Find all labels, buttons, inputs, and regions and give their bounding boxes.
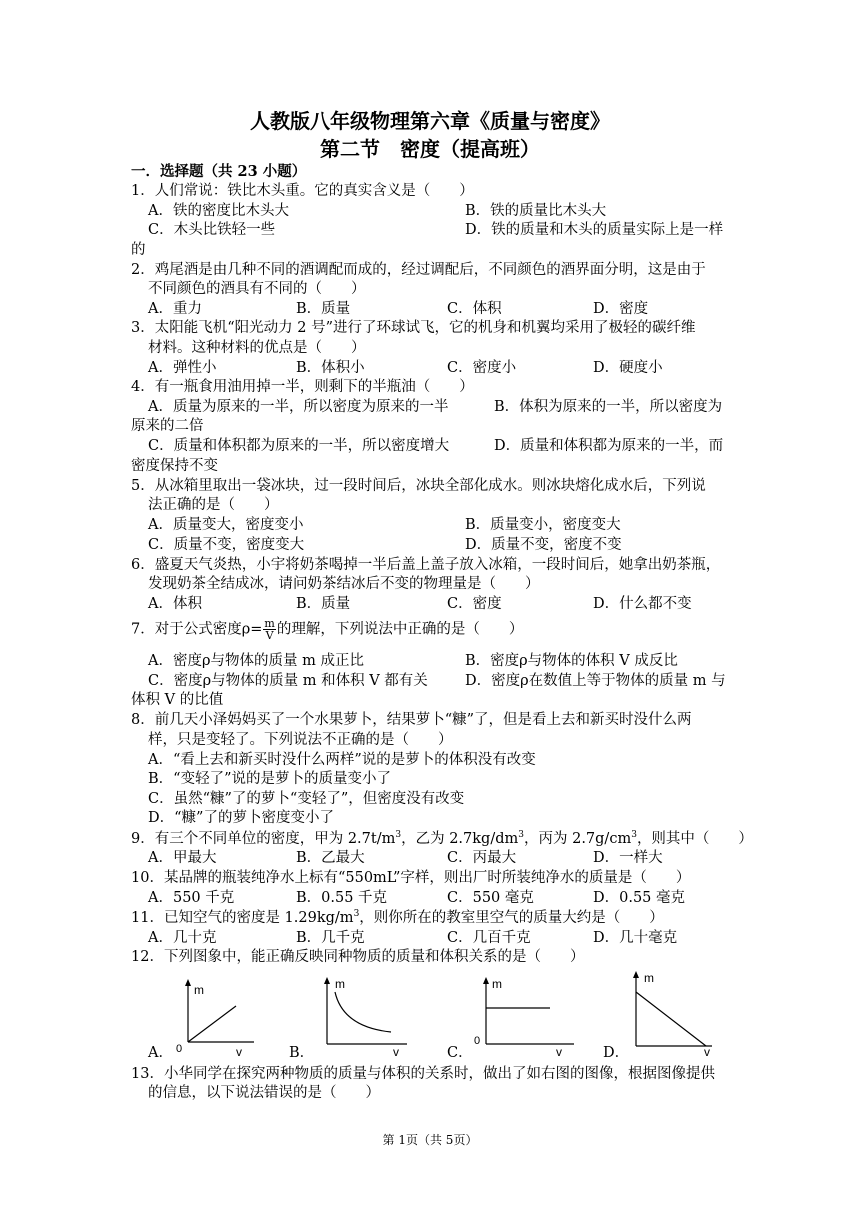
q9-exp-2: 3 (518, 830, 524, 841)
q4-option-b: B．体积为原来的一半，所以密度为 (494, 399, 723, 415)
q4-option-c: C．质量和体积都为原来的一半，所以密度增大 (148, 438, 450, 454)
q9-part-1: 9．有三个不同单位的密度，甲为 2.7t/m (131, 831, 396, 847)
graph-c-v-label: v (556, 1045, 562, 1059)
q6-option-d: D．什么都不变 (593, 596, 692, 612)
q6-stem: 6．盛夏天气炎热，小宇将奶茶喝掉一半后盖上盖子放入冰箱，一段时间后，她拿出奶茶瓶， (131, 557, 721, 573)
q6-option-b: B．质量 (296, 596, 351, 612)
q4-stem: 4．有一瓶食用油用掉一半，则剩下的半瓶油（ ） (131, 379, 474, 395)
section-heading: 一．选择题（共 23 小题） (131, 163, 307, 180)
page-title: 人教版八年级物理第六章《质量与密度》 (250, 109, 610, 133)
q6-option-a: A．体积 (148, 596, 202, 612)
q11-option-b: B．几千克 (296, 930, 365, 946)
q5-stem-cont: 法正确的是（ ） (148, 497, 279, 513)
q3-option-a: A．弹性小 (148, 360, 217, 376)
density-formula-fraction (263, 618, 275, 641)
graph-c-m-label: m (492, 977, 502, 991)
q2-option-b: B．质量 (296, 301, 351, 317)
q8-stem: 8．前几天小泽妈妈买了一个水果萝卜，结果萝卜“糠”了，但是看上去和新买时没什么两 (131, 712, 692, 728)
q12-option-d: D． (603, 1045, 630, 1061)
q9-part-4: ，则其中（ ） (636, 831, 753, 847)
q2-option-a: A．重力 (148, 301, 202, 317)
q11-exp: 3 (353, 909, 360, 920)
q11-option-a: A．几十克 (148, 930, 217, 946)
q9-option-b: B．乙最大 (296, 850, 365, 866)
q11-option-d: D．几十毫克 (593, 930, 678, 946)
q1-option-c: C．木头比铁轻一些 (148, 222, 276, 238)
q6-option-c: C．密度 (447, 596, 502, 612)
q8-stem-cont: 样，只是变轻了。下列说法不正确的是（ ） (148, 732, 453, 748)
q10-option-c: C．550 毫克 (447, 890, 534, 906)
q4-option-b-cont: 原来的二倍 (131, 418, 204, 434)
q13-stem-cont: 的信息，以下说法错误的是（ ） (148, 1085, 380, 1101)
graph-b-m-label: m (335, 977, 345, 991)
q9-option-c: C．丙最大 (447, 850, 517, 866)
graph-d-m-label: m (644, 971, 654, 985)
q12-option-a: A． (148, 1045, 173, 1061)
q3-stem-cont: 材料。这种材料的优点是（ ） (148, 340, 366, 356)
q7-option-d-cont: 体积 V 的比值 (131, 692, 224, 708)
q12-stem: 12．下列图象中，能正确反映同种物质的质量和体积关系的是（ ） (131, 949, 585, 965)
q3-stem: 3．太阳能飞机“阳光动力 2 号”进行了环球试飞，它的机身和机翼均采用了极轻的碳纤维 (131, 320, 696, 336)
q1-option-a: A．铁的密度比木头大 (148, 203, 289, 219)
fraction-denominator: V (265, 629, 274, 642)
q4-option-a: A．质量为原来的一半，所以密度为原来的一半 (148, 399, 449, 415)
q3-option-c: C．密度小 (447, 360, 517, 376)
graph-a-origin: 0 (176, 1043, 183, 1055)
graph-d-decreasing (622, 966, 722, 1058)
q7-option-b: B．密度ρ与物体的体积 V 成反比 (465, 653, 678, 669)
q2-stem-cont: 不同颜色的酒具有不同的（ ） (148, 281, 366, 297)
q2-stem: 2．鸡尾酒是由几种不同的酒调配而成的，经过调配后，不同颜色的酒界面分明，这是由于 (131, 262, 706, 278)
q9-option-d: D．一样大 (593, 850, 663, 866)
graph-b-v-label: v (393, 1045, 399, 1059)
q11-option-c: C．几百千克 (447, 930, 531, 946)
q7-option-a: A．密度ρ与物体的质量 m 成正比 (148, 653, 364, 669)
q10-option-b: B．0.55 千克 (296, 890, 388, 906)
q3-option-b: B．体积小 (296, 360, 365, 376)
page-footer: 第 1页（共 5页） (382, 1133, 478, 1147)
q7-option-c: C．密度ρ与物体的质量 m 和体积 V 都有关 (148, 673, 428, 689)
q4-option-d: D．质量和体积都为原来的一半，而 (494, 438, 724, 454)
q10-option-d: D．0.55 毫克 (593, 890, 686, 906)
q1-option-d-cont: 的 (131, 242, 146, 258)
graph-b-inverse-curve (313, 972, 413, 1060)
q6-stem-cont: 发现奶茶全结成冰，请问奶茶结冰后不变的物理量是（ ） (148, 576, 540, 592)
q3-option-d: D．硬度小 (593, 360, 663, 376)
q8-option-c: C．虽然“糠”了的萝卜“变轻了”，但密度没有改变 (148, 791, 465, 807)
q1-stem: 1．人们常说：铁比木头重。它的真实含义是（ ） (131, 183, 474, 199)
q9-part-2: ，乙为 2.7kg/dm (401, 831, 519, 847)
q9-exp-3: 3 (631, 830, 637, 841)
q5-option-c: C．质量不变，密度变大 (148, 537, 305, 553)
graph-d-v-label: v (704, 1045, 710, 1058)
q5-option-b: B．质量变小，密度变大 (465, 517, 621, 533)
q5-stem: 5．从冰箱里取出一袋冰块，过一段时间后，冰块全部化成水。则冰块熔化成水后，下列说 (131, 478, 706, 494)
q11-stem (131, 908, 664, 928)
q8-option-b: B．“变轻了”说的是萝卜的质量变小了 (148, 771, 391, 787)
q8-option-a: A．“看上去和新买时没什么两样”说的是萝卜的体积没有改变 (148, 752, 536, 768)
q7-stem (131, 618, 523, 641)
q12-option-c: C． (447, 1045, 473, 1061)
q1-option-d: D．铁的质量和木头的质量实际上是一样 (465, 222, 724, 238)
q12-option-b: B． (289, 1045, 315, 1061)
q2-option-c: C．体积 (447, 301, 502, 317)
q2-option-d: D．密度 (593, 301, 649, 317)
q5-option-a: A．质量变大，密度变小 (148, 517, 304, 533)
graph-a-v-label: v (236, 1045, 242, 1058)
q4-option-d-cont: 密度保持不变 (131, 458, 218, 474)
q9-option-a: A．甲最大 (148, 850, 217, 866)
q7-stem-pre: 7．对于公式密度ρ= (131, 621, 263, 638)
q8-option-d: D．“糠”了的萝卜密度变小了 (148, 810, 334, 826)
q9-part-3: ，丙为 2.7g/cm (523, 831, 632, 847)
graph-c-origin: 0 (474, 1035, 481, 1047)
q11-part-1: 11．已知空气的密度是 1.29kg/m (131, 910, 354, 926)
q7-stem-post: 的理解，下列说法中正确的是（ ） (276, 621, 524, 638)
q9-exp-1: 3 (395, 830, 402, 841)
q5-option-d: D．质量不变，密度不变 (465, 537, 622, 553)
fraction-numerator: m (264, 617, 275, 630)
q10-stem: 10．某品牌的瓶装纯净水上标有“550mL”字样，则出厂时所装纯净水的质量是（ ） (131, 870, 691, 886)
graph-a-m-label: m (194, 983, 204, 997)
page-subtitle: 第二节 密度（提高班） (320, 137, 540, 161)
q10-option-a: A．550 千克 (148, 890, 235, 906)
q1-option-b: B．铁的质量比木头大 (465, 203, 607, 219)
q13-stem: 13．小华同学在探究两种物质的质量与体积的关系时，做出了如右图的图像，根据图像提供 (131, 1066, 715, 1082)
graph-a-proportional (170, 976, 260, 1058)
q11-part-2: ，则你所在的教室里空气的质量大约是（ ） (359, 910, 664, 926)
q9-stem (131, 829, 753, 849)
graph-c-constant (470, 972, 580, 1060)
q7-option-d: D．密度ρ在数值上等于物体的质量 m 与 (465, 673, 726, 689)
